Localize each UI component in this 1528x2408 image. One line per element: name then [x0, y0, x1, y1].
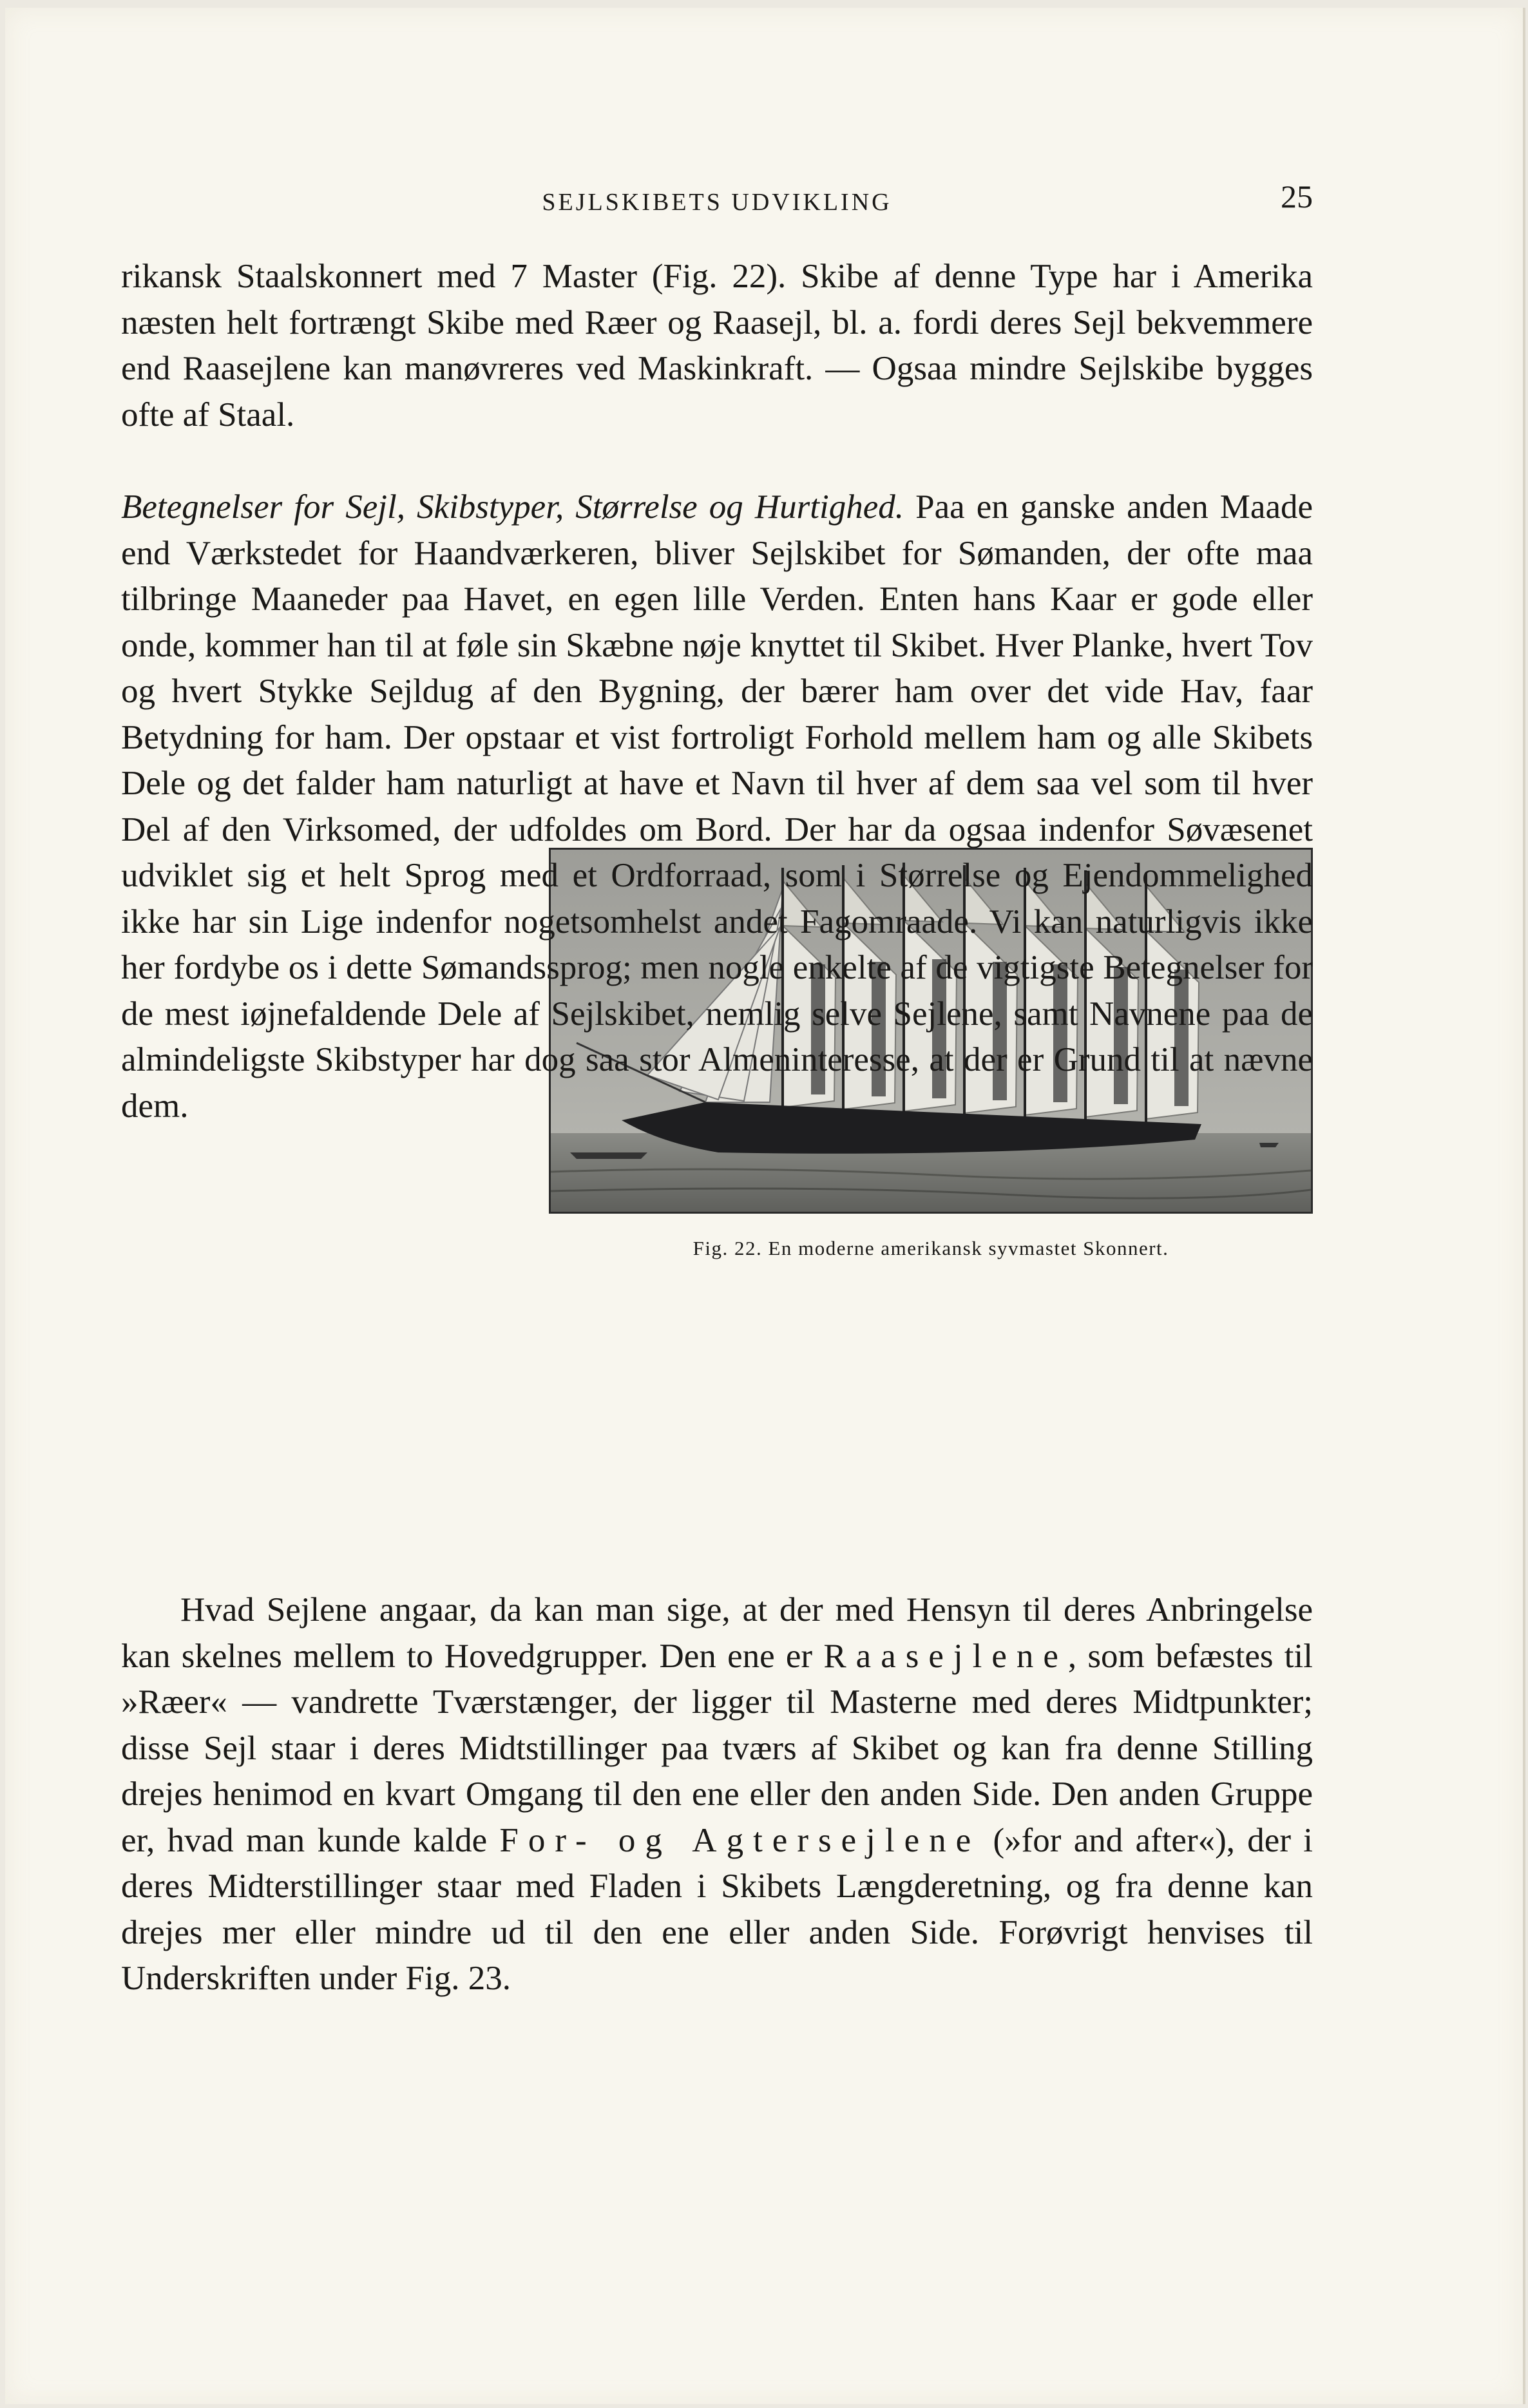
paragraph-3: [121, 1587, 1313, 2002]
paragraph-2: [121, 484, 1313, 1129]
distant-steamer: [570, 1152, 647, 1159]
page: [5, 8, 1525, 2404]
distant-tug: [1259, 1143, 1279, 1147]
paragraph-betegnelser: [121, 484, 1313, 1129]
paragraph-continuation: [121, 254, 1313, 438]
paragraph-2-body: Paa en ganske anden Maade end Værkstedet for Haandværkeren, bliver Sejlskibet for Sømanden, der ofte maa tilbringe Maaneder paa Havet, en egen lille Verden. Enten hans Kaar er gode eller onde, kommer han til at føle sin Skæbne nøje knyttet til Skibet. Hver Planke, hvert Tov og hvert Stykke Sejldug af den Bygning, der bærer ham over det vide Hav, faar Betydning for ham. Der opstaar et vist fortroligt Forhold mellem ham og alle Skibets Dele og det falder ham naturligt at have et Navn til hver af dem saa vel som til hver Del af den Virksomed, der udfoldes om Bord. Der har da ogsaa indenfor Søvæsenet udviklet sig et helt Sprog med et Ordforraad, som i Størrelse og Ejendommelighed ikke har sin Lige indenfor nogetsomhelst andet Fagomraade. Vi kan naturligvis ikke her fordybe os i dette Sømandssprog; men nogle enkelte af de vigtigste Betegnelser for de mest iøjnefaldende Dele af Sejlskibet, nemlig selve Sejlene, samt Navnene paa de almindeligste Skibstyper har dog saa stor Almeninteresse, at der er Grund til at nævne dem.: [121, 488, 1313, 1125]
page-header: [121, 178, 1313, 222]
paragraph-1: rikansk Staalskonnert med 7 Master (Fig. 22). Skibe af denne Type har i Amerika næsten helt fortrængt Skibe med Ræer og Raasejl, bl. a. fordi deres Sejl bekvemmere end Raasejlene kan manøvreres ved Maskinkraft. — Ogsaa mindre Sejlskibe bygges ofte af Staal.: [121, 258, 1313, 434]
page-number: 25: [1281, 178, 1313, 215]
paragraph-3-text-c: (»for and after«), der i deres Midterstillinger staar med Fladen i Skibets Længderetning, og fra denne kan drejes mer eller mindre ud til den ene eller anden Side. Forøvrigt henvises til Underskriften under Fig. 23.: [121, 1821, 1313, 1997]
paragraph-3-text-a: Hvad Sejlene angaar, da kan man sige, at der med Hensyn til deres Anbringelse kan skelnes mellem to Hovedgrupper. Den ene er: [121, 1591, 1313, 1675]
paragraph-sejlene: [121, 1587, 1313, 2002]
figure-caption: Fig. 22. En moderne amerikansk syvmastet Skonnert.: [692, 1237, 1169, 1259]
term-for-og-agtersejlene: For- og Agtersejlene: [499, 1821, 981, 1859]
paragraph-3-text-b: , som befæstes til »Ræer« — vandrette Tværstænger, der ligger til Masterne med deres Midtpunkter; disse Sejl staar i deres Midtstillinger paa tværs af Skibet og kan fra denne Stilling drejes henimod en kvart Omgang til den ene eller den anden Side. Den anden Gruppe er, hvad man kunde kalde: [121, 1637, 1313, 1859]
section-heading: Betegnelser for Sejl, Skibstyper, Størrelse og Hurtighed.: [121, 488, 904, 526]
running-title: SEJLSKIBETS UDVIKLING: [542, 189, 892, 216]
term-raasejlene: Raasejlene: [823, 1637, 1068, 1675]
